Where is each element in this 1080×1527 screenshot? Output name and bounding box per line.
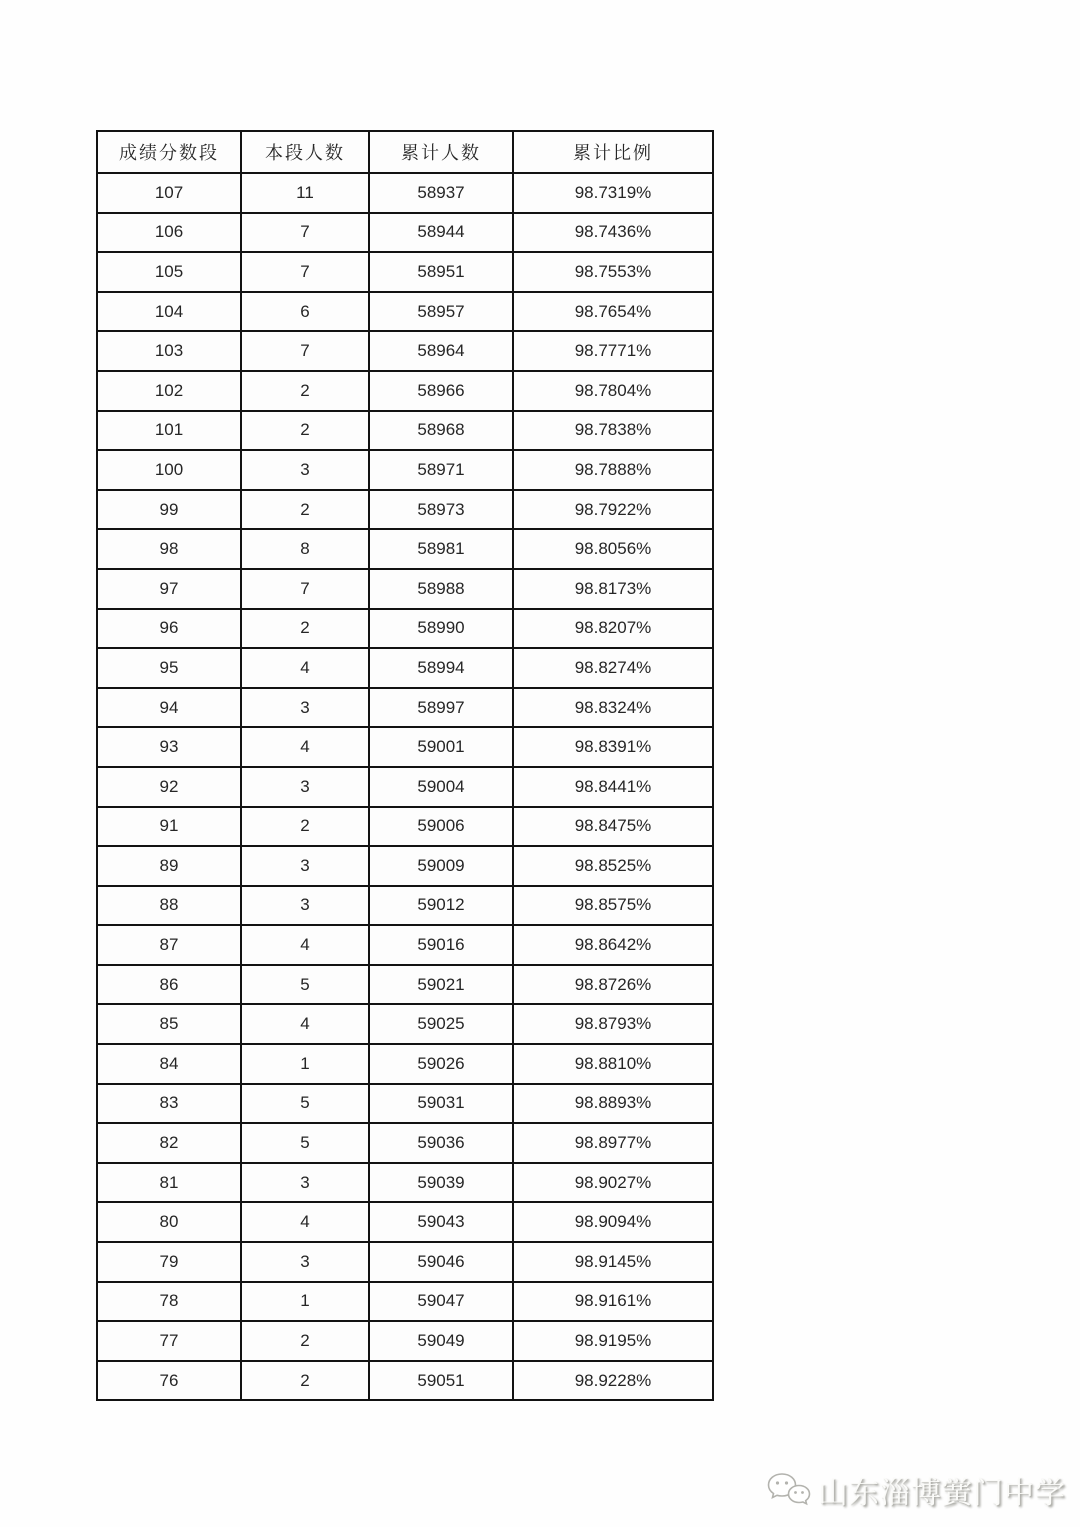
table-cell: 98.8391% [513,727,713,767]
table-cell: 2 [241,807,369,847]
table-cell: 2 [241,411,369,451]
table-cell: 3 [241,886,369,926]
table-cell: 98.9228% [513,1361,713,1401]
table-row [97,688,713,728]
table-cell: 59025 [369,1004,513,1044]
table-cell: 58937 [369,173,513,213]
table-cell: 7 [241,213,369,253]
table-row [97,529,713,569]
table-cell: 59004 [369,767,513,807]
table-cell: 58988 [369,569,513,609]
table-cell: 4 [241,1004,369,1044]
table-row [97,490,713,530]
table-cell: 88 [97,886,241,926]
table-row [97,213,713,253]
table-cell: 59036 [369,1123,513,1163]
table-cell: 59009 [369,846,513,886]
watermark-text: 山东淄博黉门中学 [818,1477,1066,1510]
table-cell: 84 [97,1044,241,1084]
table-cell: 59031 [369,1084,513,1124]
table-cell: 59039 [369,1163,513,1203]
table-cell: 1 [241,1044,369,1084]
table-cell: 58957 [369,292,513,332]
table-cell: 59021 [369,965,513,1005]
table-cell: 94 [97,688,241,728]
table-cell: 7 [241,569,369,609]
table-row [97,1361,713,1401]
table-row [97,1084,713,1124]
table-cell: 98.8793% [513,1004,713,1044]
table-cell: 98.8810% [513,1044,713,1084]
table-cell: 5 [241,1123,369,1163]
watermark [766,1468,1066,1512]
table-cell: 98.8726% [513,965,713,1005]
table-cell: 4 [241,727,369,767]
table-body [97,173,713,1400]
table-cell: 59049 [369,1321,513,1361]
table-cell: 98.8173% [513,569,713,609]
table-row [97,252,713,292]
table-cell: 98 [97,529,241,569]
table-cell: 82 [97,1123,241,1163]
table-cell: 99 [97,490,241,530]
table-cell: 97 [97,569,241,609]
table-cell: 4 [241,925,369,965]
table-cell: 59016 [369,925,513,965]
column-header: 累计人数 [369,131,513,173]
table-cell: 98.7922% [513,490,713,530]
table-cell: 58944 [369,213,513,253]
table-cell: 87 [97,925,241,965]
score-distribution-table [96,130,714,1401]
table-row [97,886,713,926]
table-cell: 59043 [369,1202,513,1242]
table-cell: 95 [97,648,241,688]
table-cell: 98.8324% [513,688,713,728]
table-row [97,648,713,688]
table-cell: 98.7553% [513,252,713,292]
table-row [97,371,713,411]
table-cell: 98.8642% [513,925,713,965]
table-cell: 105 [97,252,241,292]
table-cell: 59001 [369,727,513,767]
table-cell: 58964 [369,331,513,371]
table-cell: 93 [97,727,241,767]
table-row [97,411,713,451]
table-cell: 1 [241,1282,369,1322]
table-row [97,1242,713,1282]
table-row [97,609,713,649]
table-cell: 92 [97,767,241,807]
table-cell: 98.8977% [513,1123,713,1163]
table-cell: 3 [241,1163,369,1203]
table-cell: 103 [97,331,241,371]
table-cell: 98.8475% [513,807,713,847]
table-cell: 59012 [369,886,513,926]
table-cell: 98.8207% [513,609,713,649]
table-cell: 98.8274% [513,648,713,688]
table-cell: 58973 [369,490,513,530]
table-cell: 6 [241,292,369,332]
table-cell: 58968 [369,411,513,451]
table-cell: 76 [97,1361,241,1401]
table-row [97,727,713,767]
table-row [97,1004,713,1044]
table-cell: 98.8575% [513,886,713,926]
table-cell: 58951 [369,252,513,292]
table-cell: 58981 [369,529,513,569]
table-row [97,292,713,332]
table-cell: 98.7319% [513,173,713,213]
table-cell: 4 [241,1202,369,1242]
table-row [97,1321,713,1361]
table-cell: 86 [97,965,241,1005]
table-row [97,925,713,965]
table-cell: 98.9161% [513,1282,713,1322]
column-header: 本段人数 [241,131,369,173]
table-cell: 3 [241,846,369,886]
table-cell: 83 [97,1084,241,1124]
wechat-icon [766,1471,812,1509]
table-cell: 59051 [369,1361,513,1401]
table-cell: 58966 [369,371,513,411]
table-cell: 59006 [369,807,513,847]
table-cell: 89 [97,846,241,886]
table-cell: 98.8056% [513,529,713,569]
table-cell: 7 [241,252,369,292]
table-row [97,1163,713,1203]
table-row [97,569,713,609]
table-cell: 2 [241,1361,369,1401]
table-row [97,1123,713,1163]
table-cell: 101 [97,411,241,451]
table-cell: 2 [241,609,369,649]
table-row [97,965,713,1005]
table-cell: 98.8893% [513,1084,713,1124]
table-cell: 2 [241,490,369,530]
table-cell: 2 [241,1321,369,1361]
table-row [97,1044,713,1084]
table-row [97,331,713,371]
table-row [97,1282,713,1322]
table-cell: 98.8441% [513,767,713,807]
column-header: 成绩分数段 [97,131,241,173]
table-cell: 100 [97,450,241,490]
column-header: 累计比例 [513,131,713,173]
table-cell: 102 [97,371,241,411]
table-cell: 7 [241,331,369,371]
table-cell: 58971 [369,450,513,490]
table-cell: 91 [97,807,241,847]
table-row [97,1202,713,1242]
table-cell: 5 [241,965,369,1005]
table-cell: 80 [97,1202,241,1242]
table-cell: 4 [241,648,369,688]
table-cell: 98.7888% [513,450,713,490]
table-cell: 98.9094% [513,1202,713,1242]
table-cell: 98.8525% [513,846,713,886]
table-cell: 98.7654% [513,292,713,332]
table-cell: 3 [241,1242,369,1282]
table-cell: 98.7771% [513,331,713,371]
table-row [97,450,713,490]
table-cell: 98.9195% [513,1321,713,1361]
table-cell: 3 [241,767,369,807]
table-cell: 98.9145% [513,1242,713,1282]
header-row [97,131,713,173]
table-cell: 98.9027% [513,1163,713,1203]
table-row [97,846,713,886]
table-cell: 59026 [369,1044,513,1084]
table-cell: 2 [241,371,369,411]
table-cell: 96 [97,609,241,649]
table-cell: 79 [97,1242,241,1282]
table-cell: 78 [97,1282,241,1322]
table-row [97,767,713,807]
table-cell: 11 [241,173,369,213]
table-cell: 59046 [369,1242,513,1282]
table-cell: 3 [241,450,369,490]
table-cell: 5 [241,1084,369,1124]
table-row [97,807,713,847]
table-cell: 59047 [369,1282,513,1322]
table-cell: 8 [241,529,369,569]
table-cell: 106 [97,213,241,253]
table-cell: 58994 [369,648,513,688]
table-cell: 98.7838% [513,411,713,451]
table-cell: 85 [97,1004,241,1044]
table-cell: 58990 [369,609,513,649]
table-cell: 3 [241,688,369,728]
table-cell: 81 [97,1163,241,1203]
table-cell: 98.7804% [513,371,713,411]
table-cell: 98.7436% [513,213,713,253]
table-row [97,173,713,213]
table-cell: 77 [97,1321,241,1361]
table-cell: 107 [97,173,241,213]
table-cell: 104 [97,292,241,332]
table-cell: 58997 [369,688,513,728]
